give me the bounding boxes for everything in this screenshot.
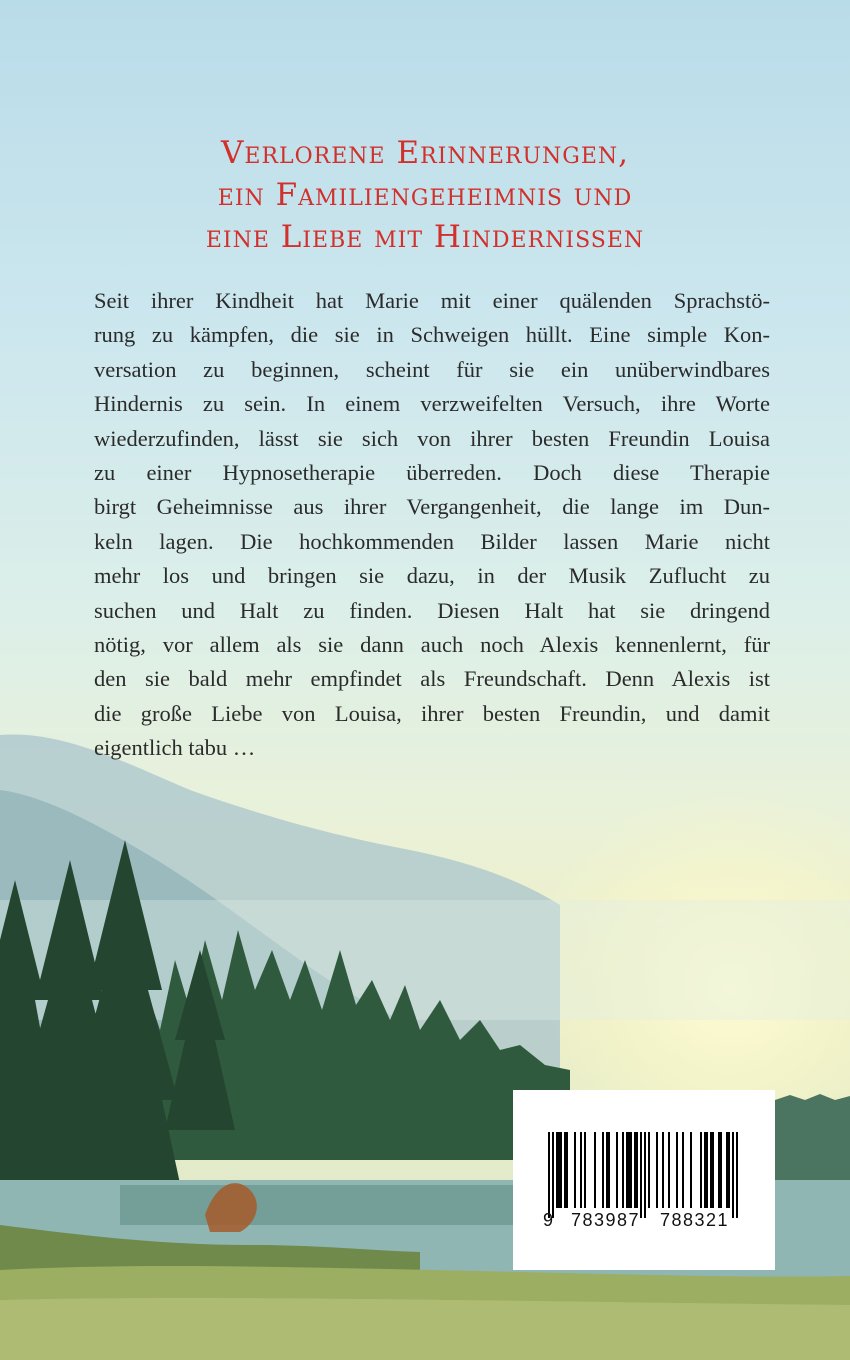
barcode-bar xyxy=(560,1132,562,1208)
blurb-line: wiederzufinden, lässt sie sich von ihrer besten Freundin Louisa xyxy=(94,425,770,451)
barcode-bar xyxy=(602,1132,604,1208)
barcode-bar xyxy=(706,1132,708,1208)
barcode-bar xyxy=(636,1132,638,1208)
barcode-bar xyxy=(690,1132,692,1208)
barcode-bar xyxy=(728,1132,730,1208)
blurb-line: Seit ihrer Kindheit hat Marie mit einer quälenden Sprachstö- xyxy=(94,288,770,313)
blurb-line: keln lagen. Die hochkommenden Bilder lassen Marie nicht xyxy=(94,528,770,554)
barcode-first-digit: 9 xyxy=(543,1210,555,1230)
headline-line: eine Liebe mit Hindernissen xyxy=(205,219,645,255)
barcode-bar xyxy=(608,1132,610,1208)
barcode-bars xyxy=(548,1132,743,1222)
blurb-line: Hindernis zu sein. In einem verzweifelten Versuch, ihre Worte xyxy=(94,391,770,417)
cover-headline xyxy=(0,132,850,258)
blurb-line: zu einer Hypnosetherapie überreden. Doch diese Therapie xyxy=(94,460,770,486)
barcode-bar xyxy=(634,1132,636,1208)
barcode-bar xyxy=(718,1132,720,1208)
barcode-bar xyxy=(548,1132,550,1218)
barcode-bar xyxy=(736,1132,738,1218)
barcode-bar xyxy=(676,1132,678,1208)
barcode-bar xyxy=(704,1132,706,1208)
blurb-line: mehr los und bringen sie dazu, in der Musik Zuflucht zu xyxy=(94,563,770,589)
barcode-bar xyxy=(720,1132,722,1208)
barcode-bar xyxy=(648,1132,650,1208)
barcode-bar xyxy=(622,1132,624,1208)
barcode-bar xyxy=(566,1132,568,1208)
barcode-bar xyxy=(606,1132,608,1208)
blurb-line: eigentlich tabu … xyxy=(94,735,256,761)
barcode-bar xyxy=(656,1132,658,1208)
isbn-barcode xyxy=(513,1090,775,1270)
barcode-bar xyxy=(710,1132,712,1208)
barcode-bar xyxy=(574,1132,576,1208)
barcode-bar xyxy=(564,1132,566,1208)
barcode-bar xyxy=(644,1132,646,1218)
blurb-line: nötig, vor allem als sie dann auch noch Alexis kennenlernt, für xyxy=(94,632,770,658)
barcode-bar xyxy=(682,1132,684,1208)
barcode-bar xyxy=(558,1132,560,1208)
barcode-bar xyxy=(732,1132,734,1218)
barcode-bar xyxy=(580,1132,582,1208)
barcode-bar xyxy=(668,1132,670,1208)
barcode-bar xyxy=(662,1132,664,1208)
blurb-line: versation zu beginnen, scheint für sie ein unüberwindbares xyxy=(94,356,770,382)
barcode-right-group: 788321 xyxy=(660,1210,730,1230)
blurb-line: die große Liebe von Louisa, ihrer besten Freundin, und damit xyxy=(94,700,770,726)
barcode-bar xyxy=(552,1132,554,1218)
headline-line: Verlorene Erinnerungen, xyxy=(221,135,629,171)
meadow-highlight xyxy=(0,1298,850,1360)
barcode-bar xyxy=(616,1132,618,1208)
blurb-line: suchen und Halt zu finden. Diesen Halt hat sie dringend xyxy=(94,597,770,623)
barcode-bar xyxy=(700,1132,702,1208)
barcode-bar xyxy=(712,1132,714,1208)
blurb-text xyxy=(94,284,770,766)
barcode-left-group: 783987 xyxy=(571,1210,641,1230)
blurb-line: birgt Geheimnisse aus ihrer Vergangenheit, die lange im Dun- xyxy=(94,494,770,520)
barcode-bar xyxy=(628,1132,630,1208)
headline-line: ein Familiengeheimnis und xyxy=(217,177,633,213)
barcode-bar xyxy=(584,1132,586,1208)
barcode-bar xyxy=(640,1132,642,1218)
barcode-bar xyxy=(594,1132,596,1208)
barcode-bar xyxy=(626,1132,628,1208)
barcode-bar xyxy=(726,1132,728,1208)
lake-reflection xyxy=(120,1185,570,1225)
blurb-line: den sie bald mehr empfindet als Freundschaft. Denn Alexis ist xyxy=(94,666,770,692)
blurb-line: rung zu kämpfen, die sie in Schweigen hüllt. Eine simple Kon- xyxy=(94,322,770,348)
barcode-bar xyxy=(556,1132,558,1208)
forest-right xyxy=(775,1094,850,1180)
barcode-bar xyxy=(630,1132,632,1208)
